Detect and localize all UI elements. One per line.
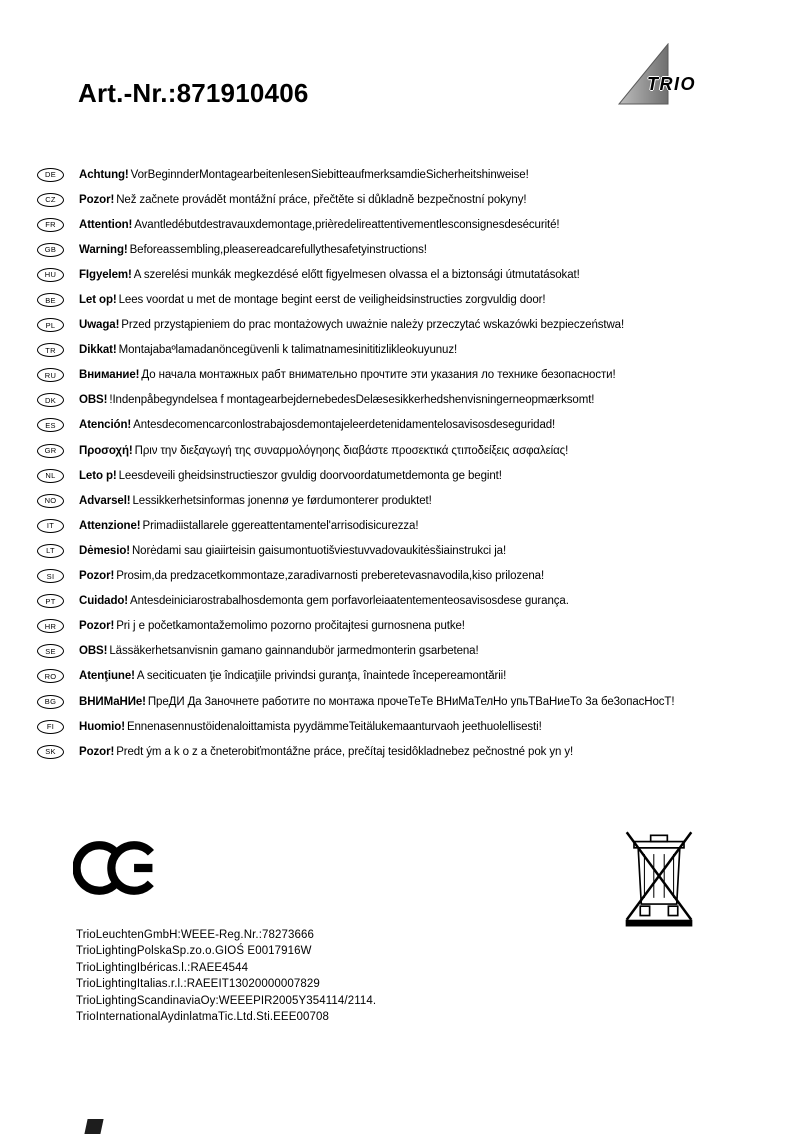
language-code: PL [45, 320, 56, 330]
warning-row [37, 262, 789, 287]
warning-emphasis: Pozor! [79, 620, 115, 633]
warning-text [79, 219, 560, 231]
warning-body: Lässäkerhetsanvisnin gamano gainnandubör jarmedmonterin gsarbetena! [109, 645, 479, 658]
warning-body: Než začnete provádět montážní práce, přečtěte si důkladně bezpečnostní pokyny! [116, 193, 527, 206]
warning-body: Lessikkerhetsinformas jonennø ye førdumonterer produktet! [132, 494, 432, 507]
warning-row [37, 313, 789, 338]
language-code: FR [45, 220, 56, 230]
warning-emphasis: Dikkat! [79, 344, 117, 357]
warning-row [37, 287, 789, 312]
warning-text [79, 721, 542, 733]
warning-text [79, 470, 502, 482]
warning-emphasis: Atenţiune! [79, 670, 135, 683]
language-code: DK [44, 395, 57, 405]
language-code: RO [44, 671, 57, 681]
warning-text [79, 696, 674, 708]
language-code: BG [44, 697, 57, 707]
language-code: NL [45, 471, 56, 481]
language-code: RU [44, 370, 57, 380]
language-badge [37, 544, 64, 558]
warning-body: Antesdeiniciarostrabalhosdemonta gem porfavorleiaatentementeosavisosdese gurança. [130, 595, 569, 608]
warning-text [79, 269, 580, 281]
language-code: GB [44, 245, 57, 255]
language-code: GR [44, 446, 57, 456]
warning-row [37, 237, 789, 262]
language-code: NO [44, 496, 57, 506]
registration-line: TrioLightingScandinaviaOy:WEEEPIR2005Y354114/2114. [76, 994, 377, 1007]
language-badge [37, 293, 64, 307]
warning-emphasis: Pozor! [79, 570, 115, 583]
warning-row [37, 664, 789, 689]
language-badge [37, 519, 64, 533]
language-badge [37, 594, 64, 608]
language-badge [37, 393, 64, 407]
warning-row [37, 564, 789, 589]
language-badge [37, 318, 64, 332]
trio-logo-text: TRIO [647, 74, 696, 94]
registration-line: TrioLightingIbéricas.l.:RAEE4544 [76, 961, 249, 974]
registration-line: TrioLeuchtenGmbH:WEEE-Reg.Nr.:78273666 [76, 929, 314, 941]
article-number: Art.-Nr.:871910406 [78, 78, 309, 108]
language-badge [37, 193, 64, 207]
warning-row [37, 639, 789, 664]
warning-body: Montajabaºlamadanöncegüvenli k talimatnamesinititizlikleokuyunuz! [118, 344, 458, 357]
warning-text [79, 194, 526, 206]
language-code: HU [44, 270, 57, 280]
warning-text [79, 645, 479, 657]
language-code: TR [45, 345, 56, 355]
language-code: CZ [45, 195, 56, 205]
warning-emphasis: Attention! [79, 218, 133, 231]
warning-body: Norėdami sau giaiirteisin gaisumontuotišviestuvvadovaukitėsšiainstrukci ja! [131, 544, 507, 557]
warning-emphasis: Achtung! [79, 168, 129, 181]
warning-emphasis: FIgyelem! [79, 268, 132, 281]
warning-row [37, 187, 789, 212]
warning-emphasis: Внимание! [79, 369, 140, 382]
warning-emphasis: Huomio! [79, 720, 125, 733]
warning-emphasis: Attenzione! [79, 519, 141, 532]
warning-row [37, 212, 789, 237]
warning-emphasis: Atención! [79, 419, 132, 432]
warning-body: !Indenpåbegyndelsea f montagearbejdernebedesDelæsesikkerhedshenvisningerneopmærksomt! [109, 394, 595, 407]
warning-body: Ennenasennustöidenaloittamista pyydämmeTeitälukemaanturvaoh jeethuolellisesti! [126, 720, 542, 733]
warning-body: Przed przystąpieniem do prac montażowych uważnie należy przeczytać wskazówki bezpieczeństwa! [121, 319, 625, 332]
language-badge [37, 720, 64, 734]
language-code: FI [46, 722, 55, 732]
warning-row [37, 162, 789, 187]
warning-body: Prosim,da predzacetkommontaze,zaradivarnosti preberetevasnavodila,kiso prilozena! [116, 570, 545, 583]
language-badge [37, 418, 64, 432]
language-badge [37, 218, 64, 232]
warning-text [79, 445, 568, 457]
language-badge [37, 368, 64, 382]
registration-line: TrioLightingPolskaSp.zo.o.GIOŚ E0017916W [76, 945, 312, 958]
warning-emphasis: Uwaga! [79, 319, 120, 332]
warning-body: Pri j e početkamontažemolimo pozorno pročitajtesi gurnosnena putke! [116, 620, 465, 633]
language-badge [37, 444, 64, 458]
warning-emphasis: Cuidado! [79, 595, 129, 608]
warning-text [79, 394, 594, 406]
warning-body: Lees voordat u met de montage begint eerst de veiligheidsinstructies zorgvuldig door! [118, 294, 546, 307]
warning-emphasis: Pozor! [79, 193, 115, 206]
language-badge [37, 669, 64, 683]
warning-text [79, 319, 624, 331]
warning-emphasis: Warning! [79, 243, 128, 256]
language-code: HR [44, 621, 57, 631]
warning-emphasis: Pozor! [79, 745, 115, 758]
warning-text [79, 294, 545, 306]
warning-row [37, 689, 789, 714]
registration-line: TrioInternationalAydinlatmaTic.Ltd.Sti.EEE00708 [76, 1011, 329, 1024]
warning-row [37, 739, 789, 764]
warning-body: Antesdecomencarconlostrabajosdemontajeleerdetenidamentelosavisosdeseguridad! [133, 419, 556, 432]
warning-text [79, 570, 544, 582]
language-badge [37, 243, 64, 257]
warning-row [37, 413, 789, 438]
language-badge [37, 745, 64, 759]
warning-row [37, 589, 789, 614]
language-badge [37, 569, 64, 583]
warning-emphasis: Advarsel! [79, 494, 131, 507]
weee-registrations [76, 927, 376, 1025]
language-badge [37, 268, 64, 282]
language-code: SI [46, 571, 55, 581]
warning-emphasis: OBS! [79, 394, 108, 407]
page-corner-mark [84, 1119, 103, 1134]
warning-text [79, 545, 506, 557]
warning-body: Πριν την διεξαγωγή της συναρμολόγηοης διαβάστε προσεκτικά ςτιποδείξεις ασφαλείας! [134, 444, 569, 457]
language-badge [37, 494, 64, 508]
warning-row [37, 463, 789, 488]
language-code: DE [44, 170, 57, 180]
warnings-list [37, 162, 789, 764]
warning-row [37, 513, 789, 538]
warning-text [79, 169, 529, 181]
warning-body: Predt ým a k o z a čneterobiťmontážne práce, prečítaj tesidôkladnebez pečnostné pok yn y! [116, 745, 574, 758]
warning-text [79, 670, 506, 682]
warning-text [79, 520, 418, 532]
language-code: SE [45, 646, 56, 656]
warning-text [79, 495, 432, 507]
language-code: LT [46, 546, 55, 556]
warning-row [37, 538, 789, 563]
warning-text [79, 344, 457, 356]
language-badge [37, 168, 64, 182]
weee-bin-icon [621, 827, 697, 932]
language-code: SK [45, 747, 56, 757]
warning-emphasis: Leto p! [79, 469, 117, 482]
language-badge [37, 469, 64, 483]
warning-emphasis: Προσοχή! [79, 444, 133, 457]
language-badge [37, 343, 64, 357]
warning-text [79, 244, 427, 256]
warning-row [37, 363, 789, 388]
trio-logo [616, 43, 700, 107]
language-badge [37, 695, 64, 709]
language-code: PT [45, 596, 56, 606]
warning-text [79, 595, 569, 607]
ce-mark-icon [73, 839, 170, 902]
warning-body: A szerelési munkák megkezdésé előtt figyelmesen olvassa el a biztonsági útmutatásokat! [133, 268, 580, 281]
language-badge [37, 619, 64, 633]
warning-row [37, 388, 789, 413]
warning-body: Leesdeveili gheidsinstructieszor gvuldig doorvoordatumetdemonta ge begint! [118, 469, 502, 482]
warning-body: Avantledébutdestravauxdemontage,prièredelireattentivementlesconsignesdesécurité! [134, 218, 560, 231]
warning-body: ПреДИ Да 3аночнете работите по монтажа прочеТеТе ВНиМаТелНо упьТВаНиеТо 3а бе3опасНосТ! [147, 695, 675, 708]
warning-body: Primadiistallarele ggereattentamentel'arrisodisicurezza! [142, 519, 419, 532]
warning-text [79, 369, 616, 381]
warning-emphasis: Dėmesio! [79, 544, 130, 557]
language-code: BE [45, 295, 56, 305]
registration-line: TrioLightingItalias.r.l.:RAEEIT13020000007829 [76, 978, 320, 991]
warning-row [37, 338, 789, 363]
warning-row [37, 438, 789, 463]
warning-body: До начала монтажных рабт внимательно прочтите эти указания ло технике безопасности! [141, 369, 616, 382]
language-code: IT [46, 521, 55, 531]
warning-body: Beforeassembling,pleasereadcarefullythesafetyinstructions! [129, 243, 427, 256]
warning-row [37, 614, 789, 639]
warning-body: VorBeginnderMontagearbeitenlesenSiebitteaufmerksamdieSicherheitshinweise! [130, 168, 529, 181]
warning-text [79, 620, 465, 632]
language-code: ES [45, 420, 56, 430]
warning-text [79, 419, 555, 431]
language-badge [37, 644, 64, 658]
warning-emphasis: OBS! [79, 645, 108, 658]
warning-text [79, 746, 573, 758]
warning-body: A seciticuaten ţie îndicaţiile privindsi guranţa, înaintede începereamontării! [136, 670, 507, 683]
warning-row [37, 714, 789, 739]
warning-emphasis: Let op! [79, 294, 117, 307]
warning-emphasis: ВНИМаНИе! [79, 695, 146, 708]
warning-row [37, 488, 789, 513]
